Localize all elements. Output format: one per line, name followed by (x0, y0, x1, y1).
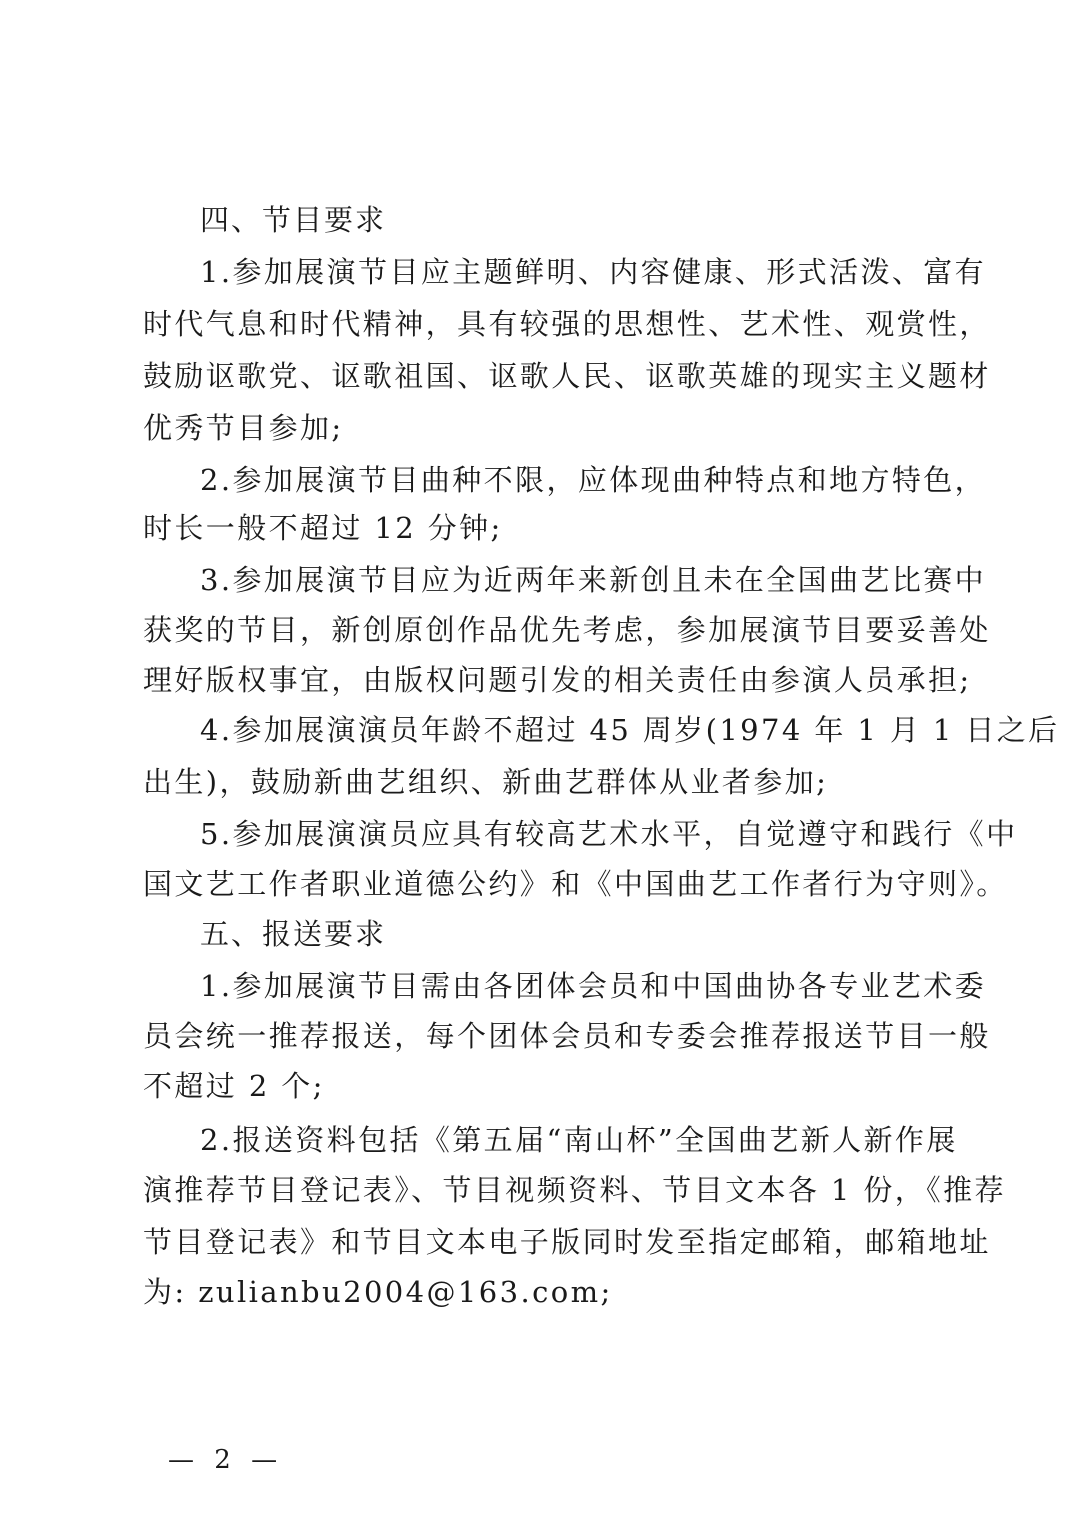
section-4-line: 2.参加展演节目曲种不限，应体现曲种特点和地方特色， (200, 463, 987, 497)
section-4-line: 3.参加展演节目应为近两年来新创且未在全国曲艺比赛中 (200, 563, 987, 597)
section-5-line: 1.参加展演节目需由各团体会员和中国曲协各专业艺术委 (200, 969, 987, 1003)
section-4-line: 国文艺工作者职业道德公约》和《中国曲艺工作者行为守则》。 (143, 867, 1008, 901)
section-5-line: 演推荐节目登记表》、节目视频资料、节目文本各 1 份，《推荐 (143, 1173, 1006, 1207)
section-5-heading: 五、报送要求 (200, 917, 387, 951)
section-5-line: 不超过 2 个; (143, 1069, 325, 1103)
section-4-line: 出生)，鼓励新曲艺组织、新曲艺群体从业者参加; (143, 765, 829, 799)
section-5-line: 2.报送资料包括《第五届“南山杯”全国曲艺新人新作展 (200, 1123, 958, 1157)
section-5-line: 节目登记表》和节目文本电子版同时发至指定邮箱，邮箱地址 (143, 1225, 991, 1259)
section-4-line: 5.参加展演演员应具有较高艺术水平，自觉遵守和践行《中 (200, 817, 1018, 851)
section-4-line: 优秀节目参加; (143, 411, 344, 445)
section-4-line: 4.参加展演演员年龄不超过 45 周岁(1974 年 1 月 1 日之后 (200, 713, 1060, 747)
section-4-line: 鼓励讴歌党、讴歌祖国、讴歌人民、讴歌英雄的现实主义题材 (143, 359, 991, 393)
section-4-line: 1.参加展演节目应主题鲜明、内容健康、形式活泼、富有 (200, 255, 987, 289)
section-4-heading: 四、节目要求 (200, 203, 387, 237)
section-4-line: 理好版权事宜，由版权问题引发的相关责任由参演人员承担; (143, 663, 972, 697)
section-5-line: 员会统一推荐报送，每个团体会员和专委会推荐报送节目一般 (143, 1019, 991, 1053)
section-4-line: 时代气息和时代精神，具有较强的思想性、艺术性、观赏性， (143, 307, 991, 341)
section-4-line: 时长一般不超过 12 分钟; (143, 511, 503, 545)
section-4-line: 获奖的节目，新创原创作品优先考虑，参加展演节目要妥善处 (143, 613, 991, 647)
section-5-line: 为: zulianbu2004@163.com; (143, 1275, 613, 1309)
page-number: — 2 — (168, 1445, 284, 1475)
